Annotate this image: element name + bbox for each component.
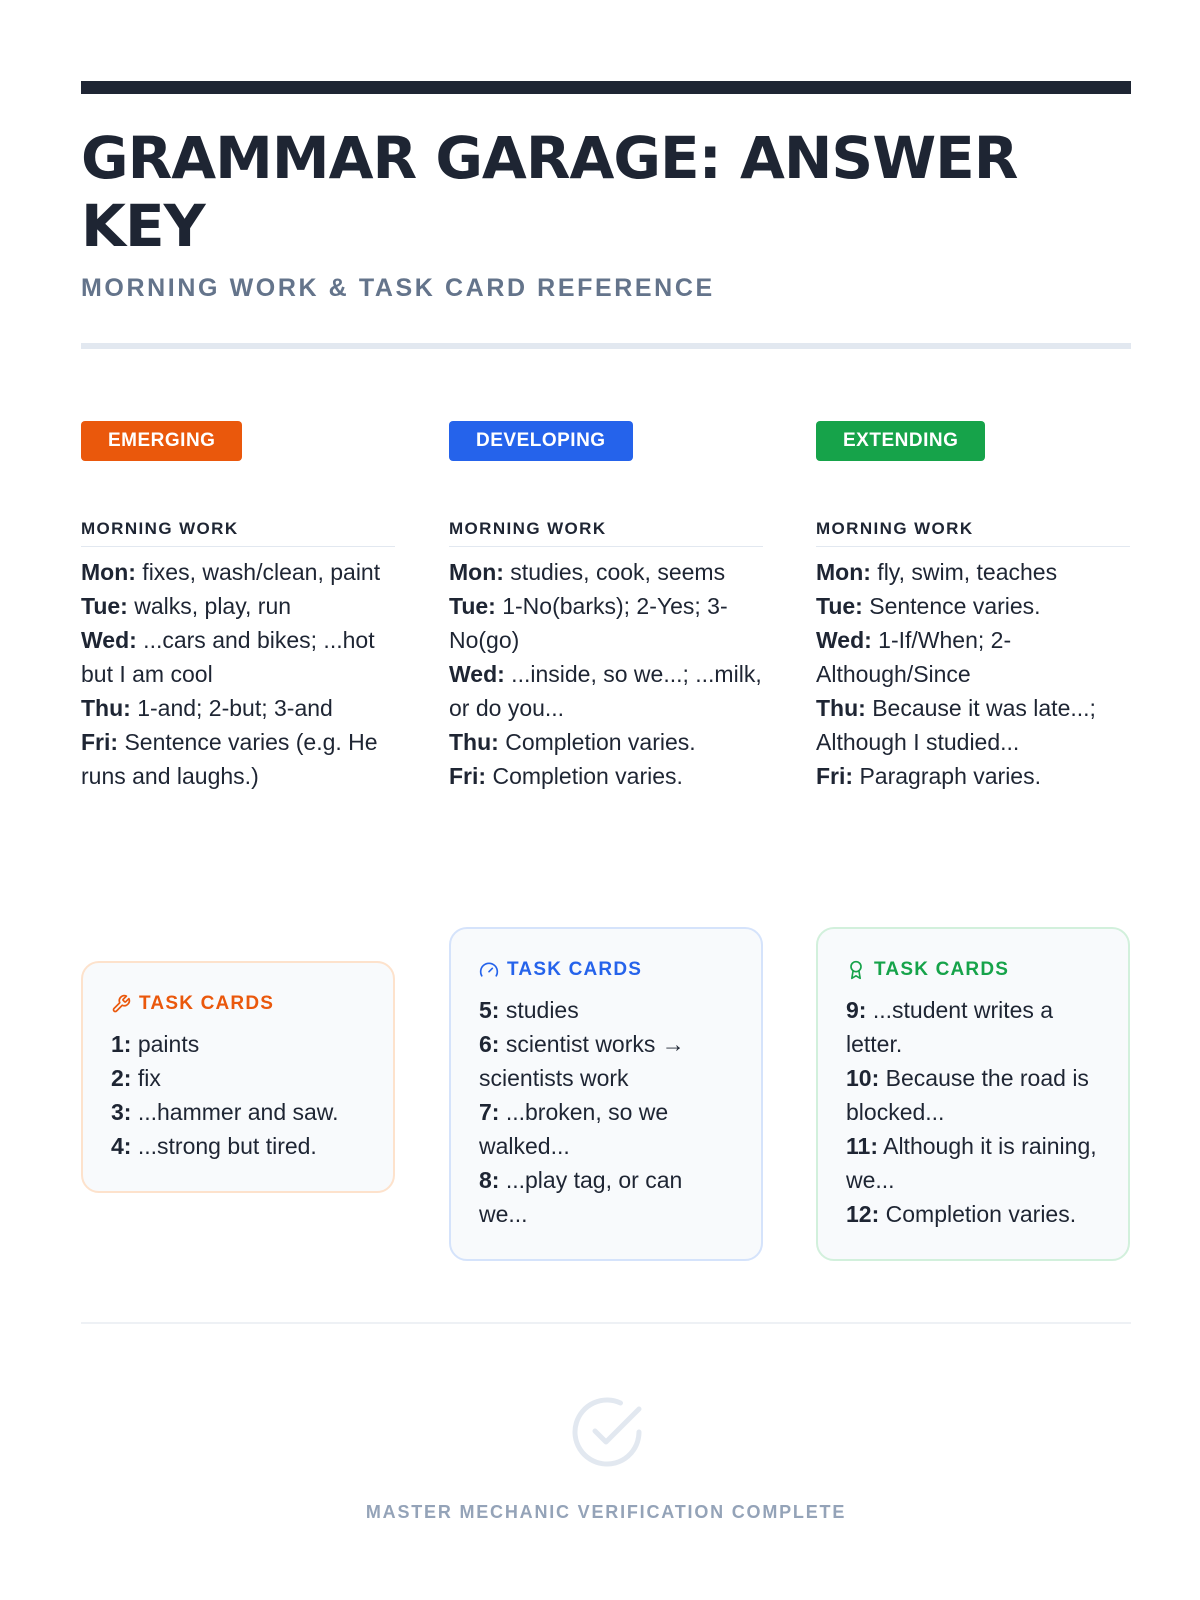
task-card-item: [111, 1061, 367, 1095]
card-number: 10:: [846, 1065, 880, 1091]
task-cards-list: [846, 993, 1102, 1231]
day-label: Mon:: [816, 559, 871, 585]
column-extending: [816, 421, 1130, 1227]
answer-text: walks, play, run: [127, 593, 292, 619]
task-card-item: [479, 993, 735, 1027]
check-circle-icon: [569, 1394, 645, 1470]
task-cards-heading: [111, 993, 367, 1015]
task-cards-heading: [479, 959, 735, 981]
answer-text: Completion varies.: [498, 729, 696, 755]
answer-text: studies: [499, 997, 579, 1023]
gauge-icon: [479, 960, 499, 980]
morning-work-heading: MORNING WORK: [816, 519, 1130, 547]
morning-work-item: [816, 759, 1130, 793]
answer-text: Because it was late...; Although I studied...: [816, 695, 1096, 755]
answer-text: ...strong but tired.: [131, 1133, 317, 1159]
task-card-item: [479, 1027, 735, 1095]
page-subtitle: MORNING WORK & TASK CARD REFERENCE: [81, 274, 715, 302]
card-number: 4:: [111, 1133, 132, 1159]
answer-text: fix: [131, 1065, 161, 1091]
day-label: Mon:: [449, 559, 504, 585]
day-label: Fri:: [81, 729, 119, 755]
morning-work-item: [449, 759, 763, 793]
column-emerging: [81, 421, 395, 1159]
morning-work-list: [449, 555, 763, 793]
column-developing: [449, 421, 763, 1227]
answer-text: fixes, wash/clean, paint: [135, 559, 381, 585]
answer-text: Sentence varies.: [862, 593, 1041, 619]
card-number: 6:: [479, 1031, 500, 1057]
day-label: Tue:: [816, 593, 863, 619]
day-label: Thu:: [449, 729, 499, 755]
day-label: Wed:: [449, 661, 505, 687]
task-cards-label: TASK CARDS: [507, 959, 643, 980]
footer-divider: [81, 1322, 1131, 1324]
badge-extending: EXTENDING: [816, 421, 985, 461]
task-card-item: [111, 1095, 367, 1129]
answer-text: ...hammer and saw.: [131, 1099, 339, 1125]
badge-developing: DEVELOPING: [449, 421, 633, 461]
answer-text: ...inside, so we...; ...milk, or do you...: [449, 661, 762, 721]
day-label: Wed:: [816, 627, 872, 653]
card-number: 1:: [111, 1031, 132, 1057]
card-number: 7:: [479, 1099, 500, 1125]
answer-text: Paragraph varies.: [853, 763, 1041, 789]
task-cards-label: TASK CARDS: [139, 993, 275, 1014]
top-rule: [81, 81, 1131, 94]
morning-work-item: [816, 623, 1130, 691]
task-cards-box-emerging: [81, 961, 395, 1193]
footer-verification-text: MASTER MECHANIC VERIFICATION COMPLETE: [365, 1502, 847, 1522]
task-card-item: [846, 1061, 1102, 1129]
answer-text: Sentence varies (e.g. He runs and laughs.): [81, 729, 378, 789]
task-cards-heading: [846, 959, 1102, 981]
day-label: Thu:: [816, 695, 866, 721]
day-label: Thu:: [81, 695, 131, 721]
card-number: 11:: [846, 1133, 878, 1159]
morning-work-item: [81, 589, 395, 623]
day-label: Mon:: [81, 559, 136, 585]
day-label: Fri:: [449, 763, 487, 789]
morning-work-item: [81, 623, 395, 691]
day-label: Tue:: [81, 593, 128, 619]
answer-text: 1-No(barks); 2-Yes; 3-No(go): [449, 593, 728, 653]
morning-work-item: [81, 691, 395, 725]
answer-text: scientist works → scientists work: [479, 1031, 685, 1091]
badge-emerging: EMERGING: [81, 421, 242, 461]
morning-work-item: [449, 725, 763, 759]
card-number: 12:: [846, 1201, 880, 1227]
task-cards-list: [111, 1027, 367, 1163]
answer-text: studies, cook, seems: [503, 559, 726, 585]
task-card-item: [846, 1129, 1102, 1197]
answer-text: Completion varies.: [486, 763, 683, 789]
morning-work-item: [81, 555, 395, 589]
morning-work-item: [81, 725, 395, 793]
task-cards-list: [479, 993, 735, 1231]
answer-text: fly, swim, teaches: [870, 559, 1058, 585]
morning-work-item: [816, 589, 1130, 623]
task-card-item: [479, 1163, 735, 1231]
morning-work-list: [81, 555, 395, 793]
award-icon: [846, 960, 866, 980]
wrench-icon: [111, 994, 131, 1014]
answer-text: 1-If/When; 2-Although/Since: [816, 627, 1012, 687]
answer-key-page: [81, 81, 1131, 1227]
task-cards-box-extending: [816, 927, 1130, 1261]
card-number: 8:: [479, 1167, 500, 1193]
day-label: Fri:: [816, 763, 854, 789]
task-card-item: [846, 1197, 1102, 1231]
morning-work-heading: MORNING WORK: [81, 519, 395, 547]
answer-text: ...play tag, or can we...: [479, 1167, 683, 1227]
header-divider: [81, 343, 1131, 349]
card-number: 9:: [846, 997, 867, 1023]
answer-text: paints: [131, 1031, 200, 1057]
answer-text: Although it is raining, we...: [846, 1133, 1097, 1193]
morning-work-item: [816, 555, 1130, 589]
morning-work-item: [449, 589, 763, 657]
answer-text: Because the road is blocked...: [846, 1065, 1089, 1125]
morning-work-item: [449, 555, 763, 589]
answer-text: 1-and; 2-but; 3-and: [130, 695, 333, 721]
morning-work-list: [816, 555, 1130, 793]
day-label: Tue:: [449, 593, 496, 619]
morning-work-heading: MORNING WORK: [449, 519, 763, 547]
answer-text: ...student writes a letter.: [846, 997, 1054, 1057]
page-title: GRAMMAR GARAGE: ANSWER KEY: [81, 124, 1018, 260]
task-card-item: [111, 1129, 367, 1163]
answer-text: Completion varies.: [879, 1201, 1077, 1227]
answer-text: ...cars and bikes; ...hot but I am cool: [81, 627, 375, 687]
task-card-item: [111, 1027, 367, 1061]
card-number: 3:: [111, 1099, 132, 1125]
card-number: 2:: [111, 1065, 132, 1091]
card-number: 5:: [479, 997, 500, 1023]
task-cards-box-developing: [449, 927, 763, 1261]
task-cards-label: TASK CARDS: [874, 959, 1010, 980]
task-card-item: [479, 1095, 735, 1163]
day-label: Wed:: [81, 627, 137, 653]
answer-text: ...broken, so we walked...: [479, 1099, 669, 1159]
morning-work-item: [449, 657, 763, 725]
task-card-item: [846, 993, 1102, 1061]
morning-work-item: [816, 691, 1130, 759]
